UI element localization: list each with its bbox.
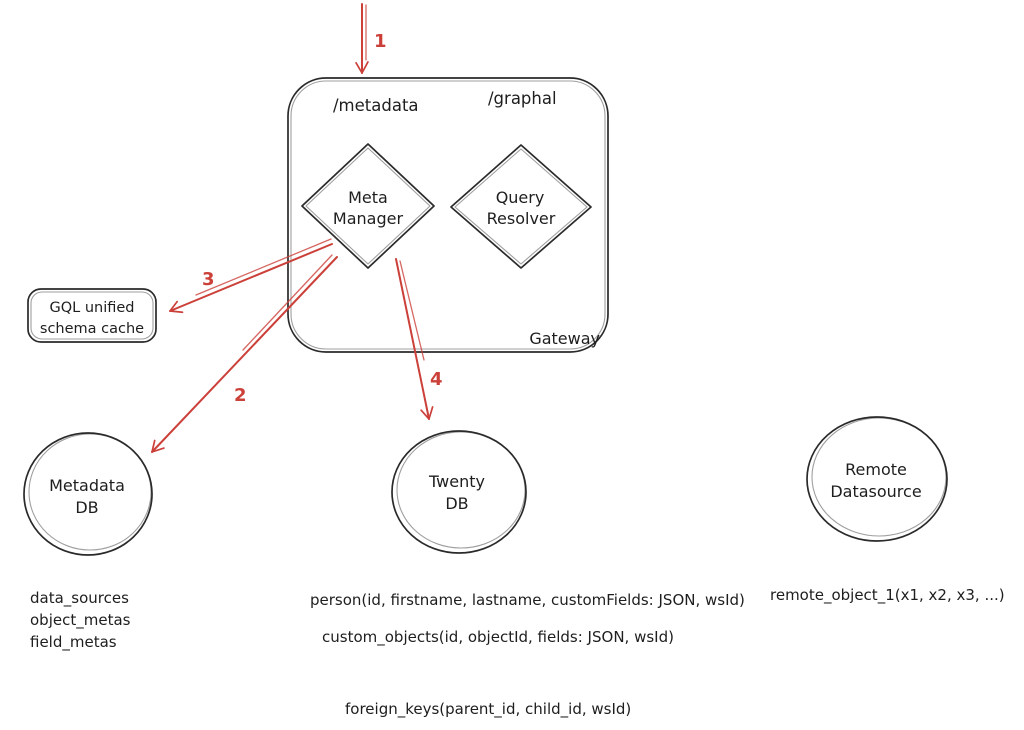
meta-manager-label-line1: Meta	[348, 188, 388, 207]
arrow-step-4	[396, 259, 443, 419]
remote-datasource-node	[807, 417, 947, 541]
custom-objects-table-signature: custom_objects(id, objectId, fields: JSON, wsId)	[322, 628, 674, 646]
arrow-step-3-label: 3	[202, 269, 215, 290]
twenty-db-label-line2: DB	[445, 494, 469, 513]
metadata-db-tables	[30, 589, 131, 652]
schema-cache-label-line2: schema cache	[39, 321, 145, 337]
foreign-keys-table-signature: foreign_keys(parent_id, child_id, wsId)	[345, 700, 632, 718]
arrow-step-2	[152, 255, 337, 452]
twenty-db-label-line1: Twenty	[429, 472, 485, 491]
gateway-label: Gateway	[529, 329, 600, 348]
remote-datasource-label-line1: Remote	[845, 460, 907, 479]
route-graphql-label: /graphal	[488, 89, 557, 108]
metadata-db-node	[24, 433, 152, 555]
metadata-db-label-line2: DB	[75, 498, 99, 517]
arrow-step-4-label: 4	[430, 369, 443, 390]
arrow-step-3	[170, 239, 332, 311]
arrow-step-1	[362, 4, 387, 73]
remote-datasource-label-line2: Datasource	[830, 482, 922, 501]
query-resolver-node	[451, 145, 591, 268]
schema-cache-label-line1: GQL unified	[49, 300, 135, 316]
person-table-signature: person(id, firstname, lastname, customFields: JSON, wsId)	[310, 591, 745, 609]
twenty-db-node	[392, 431, 526, 553]
route-metadata-label: /metadata	[333, 96, 419, 115]
arrow-step-1-label: 1	[374, 31, 387, 52]
meta-manager-label-line2: Manager	[332, 209, 404, 228]
meta-manager-node	[302, 144, 434, 268]
arrow-step-2-label: 2	[234, 385, 247, 406]
query-resolver-label-line1: Query	[495, 188, 545, 207]
metadata-db-label-line1: Metadata	[49, 476, 125, 495]
schema-cache-node	[28, 289, 156, 342]
metadata-db-table-1: data_sources	[30, 589, 129, 607]
metadata-db-table-2: object_metas	[30, 611, 131, 629]
twenty-db-schema	[310, 591, 745, 719]
query-resolver-label-line2: Resolver	[486, 209, 556, 228]
metadata-db-table-3: field_metas	[30, 633, 117, 651]
remote-object-signature: remote_object_1(x1, x2, x3, ...)	[770, 586, 1005, 604]
